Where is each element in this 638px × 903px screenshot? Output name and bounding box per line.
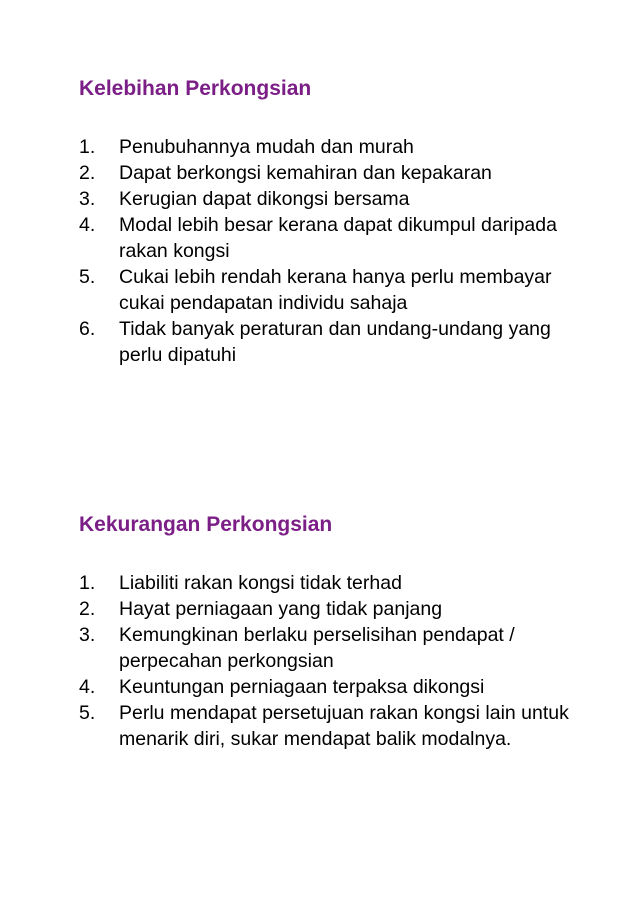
list-item: [79, 570, 579, 596]
list-item: [79, 596, 579, 622]
item-number: 1.: [79, 572, 96, 594]
item-text: Perlu mendapat persetujuan rakan kongsi lain untuk menarik diri, sukar mendapat balik modalnya.: [119, 702, 569, 750]
item-text: Modal lebih besar kerana dapat dikumpul daripada rakan kongsi: [119, 214, 557, 262]
item-text: Penubuhannya mudah dan murah: [119, 136, 414, 158]
item-text: Tidak banyak peraturan dan undang-undang yang perlu dipatuhi: [119, 318, 551, 366]
item-number: 3.: [79, 188, 96, 210]
item-number: 3.: [79, 624, 96, 646]
item-text: Kemungkinan berlaku perselisihan pendapat / perpecahan perkongsian: [119, 624, 515, 672]
item-text: Cukai lebih rendah kerana hanya perlu membayar cukai pendapatan individu sahaja: [119, 266, 552, 314]
item-text: Liabiliti rakan kongsi tidak terhad: [119, 572, 402, 594]
advantages-section: [79, 76, 579, 368]
advantages-list: [79, 134, 579, 368]
list-item: [79, 212, 579, 264]
item-text: Dapat berkongsi kemahiran dan kepakaran: [119, 162, 492, 184]
list-item: [79, 674, 579, 700]
item-number: 2.: [79, 598, 96, 620]
list-item: [79, 316, 579, 368]
disadvantages-section: [79, 512, 579, 752]
disadvantages-list: [79, 570, 579, 752]
list-item: [79, 134, 579, 160]
list-item: [79, 186, 579, 212]
disadvantages-heading: Kekurangan Perkongsian: [79, 513, 333, 536]
item-number: 6.: [79, 318, 96, 340]
list-item: [79, 622, 579, 674]
list-item: [79, 264, 579, 316]
item-text: Kerugian dapat dikongsi bersama: [119, 188, 410, 210]
list-item: [79, 160, 579, 186]
item-number: 4.: [79, 214, 96, 236]
item-number: 5.: [79, 702, 96, 724]
item-text: Keuntungan perniagaan terpaksa dikongsi: [119, 676, 485, 698]
advantages-heading: Kelebihan Perkongsian: [79, 77, 312, 100]
item-number: 1.: [79, 136, 96, 158]
list-item: [79, 700, 579, 752]
item-text: Hayat perniagaan yang tidak panjang: [119, 598, 443, 620]
item-number: 4.: [79, 676, 96, 698]
item-number: 2.: [79, 162, 96, 184]
item-number: 5.: [79, 266, 96, 288]
